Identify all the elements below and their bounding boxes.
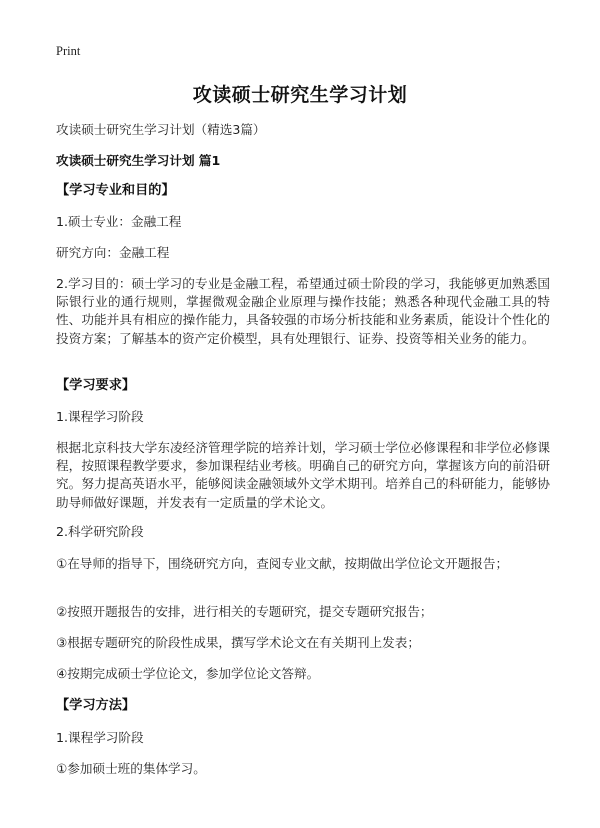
section-heading-goal: 【学习专业和目的】 bbox=[56, 183, 175, 198]
methods-course-stage-heading: 1.课程学习阶段 bbox=[56, 730, 144, 745]
research-direction-line: 研究方向：金融工程 bbox=[56, 245, 170, 260]
article-title: 攻读硕士研究生学习计划 篇1 bbox=[56, 153, 221, 168]
research-item-1: ①在导师的指导下，围绕研究方向，查阅专业文献，按期做出学位论文开题报告； bbox=[56, 556, 509, 571]
course-stage-heading: 1.课程学习阶段 bbox=[56, 409, 144, 424]
section-heading-methods: 【学习方法】 bbox=[56, 698, 136, 713]
research-item-4: ④按期完成硕士学位论文，参加学位论文答辩。 bbox=[56, 666, 320, 681]
document-subtitle: 攻读硕士研究生学习计划（精选3篇） bbox=[56, 122, 266, 137]
research-item-3: ③根据专题研究的阶段性成果，撰写学术论文在有关期刊上发表； bbox=[56, 635, 420, 650]
major-line: 1.硕士专业：金融工程 bbox=[56, 214, 182, 229]
methods-item-1: ①参加硕士班的集体学习。 bbox=[56, 761, 206, 776]
research-item-2: ②按照开题报告的安排，进行相关的专题研究，提交专题研究报告； bbox=[56, 604, 433, 619]
page-title: 攻读硕士研究生学习计划 bbox=[192, 84, 408, 106]
print-label: Print bbox=[56, 44, 81, 58]
section-heading-requirements: 【学习要求】 bbox=[56, 378, 136, 393]
course-stage-paragraph: 根据北京科技大学东凌经济管理学院的培养计划，学习硕士学位必修课程和非学位必修课程，按照课程教学要求，参加课程结业考核。明确自己的研究方向，掌握该方向的前沿研究。努力提高英语水平，能够阅读金融领域外文学术期刊。培养自己的科研能力，能够协助导师做好课题，并发表有一定质量的学术论文。 bbox=[56, 440, 550, 510]
research-stage-heading: 2.科学研究阶段 bbox=[56, 524, 144, 539]
purpose-paragraph: 2.学习目的：硕士学习的专业是金融工程，希望通过硕士阶段的学习，我能够更加熟悉国际银行业的通行规则，掌握微观金融企业原理与操作技能；熟悉各种现代金融工具的特性、功能并具有相应的操作能力，具备较强的市场分析技能和业务素质，能设计个性化的投资方案；了解基本的资产定价模型，具有处理银行、证券、投资等相关业务的能力。 bbox=[56, 276, 550, 346]
